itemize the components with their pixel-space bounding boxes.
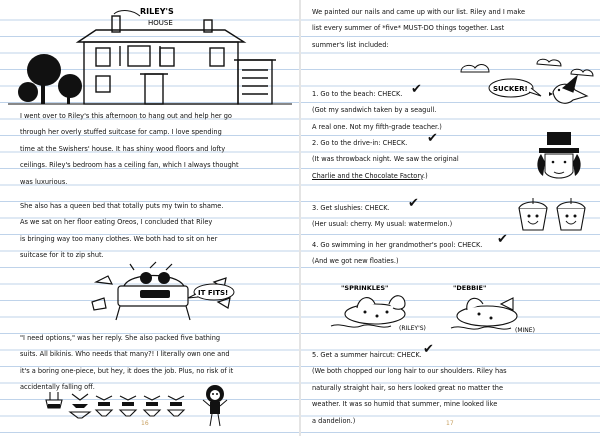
- house-label-1: RILEY'S: [140, 7, 174, 16]
- text-line: A real one. Not my fifth-grade teacher.): [312, 122, 442, 131]
- floatie-1-name: "SPRINKLES": [341, 284, 389, 292]
- text-line: through her overly stuffed suitcase for camp. I love spending: [20, 128, 222, 137]
- top-hat-face-illustration: [533, 132, 593, 192]
- paragraph-2: [20, 198, 223, 264]
- text-line: naturally straight hair, so hers looked great no matter the: [312, 383, 504, 392]
- paragraph-1: [20, 108, 239, 190]
- page-number-left: 16: [141, 420, 149, 427]
- checkmark-icon: ✔: [411, 82, 422, 97]
- text-line: a dandelion.): [312, 416, 356, 425]
- text-line: I went over to Riley's this afternoon to hang out and help her go: [20, 112, 232, 120]
- floatie-2-name: "DEBBIE": [453, 284, 487, 292]
- page-number-right: 17: [446, 420, 454, 427]
- text-line: (Her usual: cherry. My usual: watermelon.): [312, 220, 453, 229]
- film-title-end: .): [423, 171, 428, 180]
- text-line: 3. Get slushies: CHECK.: [312, 204, 390, 212]
- right-page: [301, 0, 600, 436]
- text-line: We painted our nails and came up with our list. Riley and I make: [312, 8, 526, 16]
- text-line: 4. Go swimming in her grandmother's pool: CHECK.: [312, 241, 483, 249]
- film-title: Charlie and the Chocolate Factory: [312, 171, 424, 180]
- checkmark-icon: ✔: [423, 342, 434, 357]
- speech-it-fits: IT FITS!: [198, 289, 229, 297]
- house-illustration: [0, 0, 299, 110]
- speech-sucker: SUCKER!: [493, 85, 528, 93]
- checkmark-icon: ✔: [408, 196, 419, 211]
- text-line: suits. All bikinis. Who needs that many?! I literally own one and: [20, 350, 230, 359]
- intro-paragraph: [312, 4, 525, 53]
- text-line: 2. Go to the drive-in: CHECK.: [312, 139, 408, 147]
- floatie-1-owner: (RILEY'S): [399, 325, 426, 332]
- text-line: As we sat on her floor eating Oreos, I concluded that Riley: [20, 218, 213, 227]
- list-item-3: [312, 200, 452, 233]
- text-line: (We both chopped our long hair to our shoulders. Riley has: [312, 367, 507, 376]
- text-line: weather. It was so humid that summer, mine looked like: [312, 400, 498, 409]
- list-item-5: [312, 347, 507, 429]
- text-line: list every summer of *five* MUST-DO things together. Last: [312, 24, 505, 33]
- text-line: (It was throwback night. We saw the original: [312, 155, 459, 164]
- checkmark-icon: ✔: [427, 131, 438, 146]
- bikinis-illustration: [0, 386, 299, 436]
- text-line: suitcase for it to zip shut.: [20, 251, 104, 260]
- text-line: is bringing way too many clothes. We both had to sit on her: [20, 234, 218, 243]
- slushies-illustration: [513, 196, 593, 236]
- text-line: 1. Go to the beach: CHECK.: [312, 90, 403, 98]
- text-line: ceilings. Riley's bedroom has a ceiling fan, which I always thought: [20, 161, 239, 170]
- list-item-1: [312, 86, 442, 135]
- text-line: 5. Get a summer haircut: CHECK.: [312, 351, 422, 359]
- left-page: [0, 0, 299, 436]
- house-label-2: HOUSE: [148, 19, 173, 27]
- floatie-2-owner: (MINE): [515, 327, 535, 334]
- text-line: She also has a queen bed that totally puts my twin to shame.: [20, 202, 224, 210]
- text-line: was luxurious.: [20, 177, 68, 186]
- list-item-4: [312, 237, 482, 270]
- floaties-illustration: [301, 278, 600, 342]
- text-line: accidentally falling off.: [20, 383, 95, 392]
- text-line: it's a boring one-piece, but hey, it does the job. Plus, no risk of it: [20, 366, 234, 375]
- checkmark-icon: ✔: [497, 232, 508, 247]
- text-line: [312, 168, 459, 184]
- suitcase-illustration: [0, 262, 299, 332]
- text-line: time at the Swishers' house. It has shiny wood floors and lofty: [20, 144, 226, 153]
- text-line: (Got my sandwich taken by a seagull.: [312, 106, 437, 115]
- text-line: (And we got new floaties.): [312, 257, 399, 266]
- text-line: "I need options," was her reply. She also packed five bathing: [20, 334, 221, 342]
- text-line: summer's list included:: [312, 40, 389, 49]
